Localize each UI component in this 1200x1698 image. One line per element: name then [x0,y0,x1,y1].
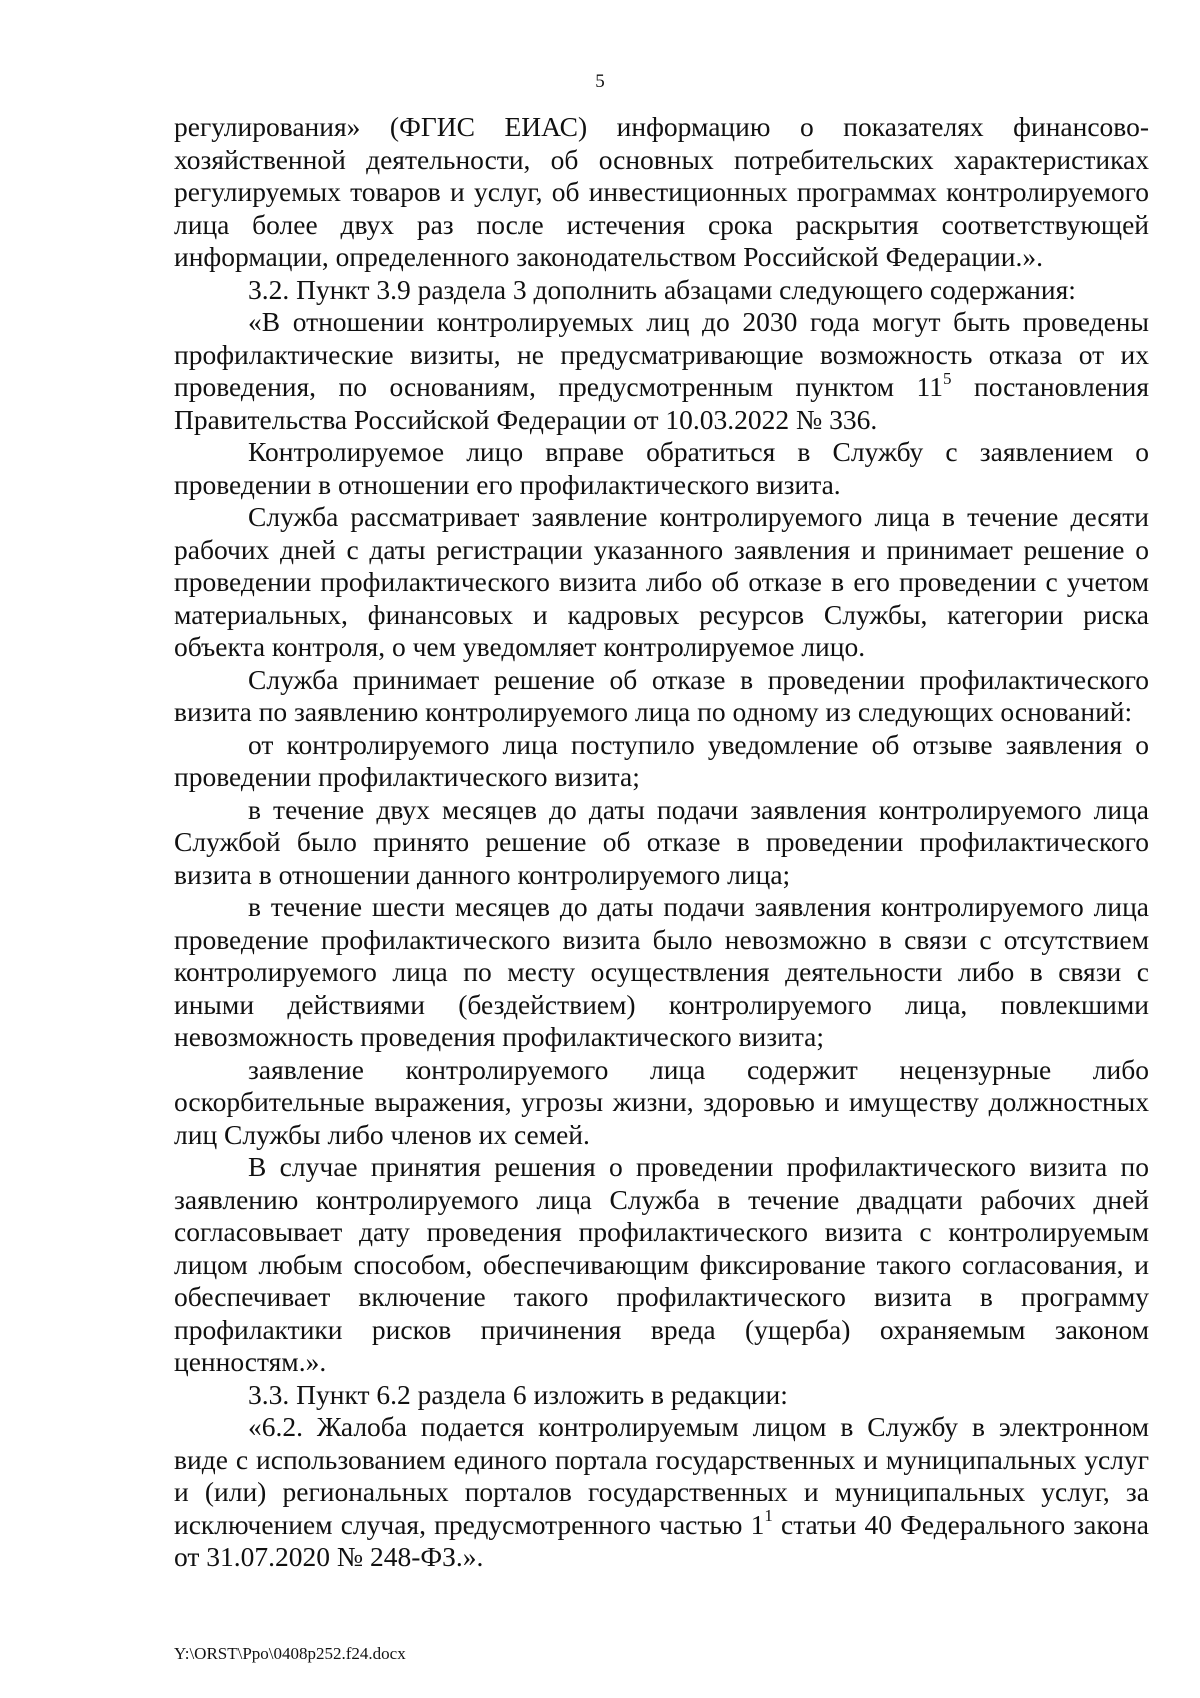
paragraph-text: постановления Правительства Российской Федерации от 10.03.2022 № 336. [174,371,1149,435]
paragraph-ground-two-months: в течение двух месяцев до даты подачи заявления контролируемого лица Службой было принято решение об отказе в проведении профилактического визита в отношении данного контролируемого лица; [174,793,1149,890]
paragraph-preventive-visits [174,306,1149,436]
paragraph-ground-withdrawal: от контролируемого лица поступило уведомление об отзыве заявления о проведении профилактического визита; [174,728,1149,792]
page-number: 5 [595,71,605,92]
paragraph-item-3-2: 3.2. Пункт 3.9 раздела 3 дополнить абзацами следующего содержания: [248,273,1076,305]
paragraph-approval: В случае принятия решения о проведении профилактического визита по заявлению контролируемого лица Служба в течение двадцати рабочих дней согласовывает дату проведения профилактического визита с контролируемым лицом любым способом, обеспечивающим фиксирование такого согласования, и обеспечивает включение такого профилактического визита в программу профилактики рисков причинения вреда (ущерба) охраняемым законом ценностям.». [174,1151,1149,1377]
paragraph-continuation: регулирования» (ФГИС ЕИАС) информацию о показателях финансово-хозяйственной деятельности, об основных потребительских характеристиках регулируемых товаров и услуг, об инвестиционных программах контролируемого лица более двух раз после истечения срока раскрытия соответствующей информации, определенного законодательством Российской Федерации.». [174,111,1149,272]
superscript: 1 [764,1506,773,1526]
paragraph-text: статьи 40 Федерального закона от 31.07.2020 № 248-ФЗ.». [174,1508,1149,1572]
paragraph-refusal-grounds: Служба принимает решение об отказе в проведении профилактического визита по заявлению контролируемого лица по одному из следующих оснований: [174,663,1149,727]
paragraph-ground-six-months: в течение шести месяцев до даты подачи заявления контролируемого лица проведение профилактического визита было невозможно в связи с отсутствием контролируемого лица по месту осуществления деятельности либо в связи с иными действиями (бездействием) контролируемого лица, повлекшими невозможность проведения профилактического визита; [174,891,1149,1052]
document-body [174,111,1149,1574]
paragraph-ground-offensive: заявление контролируемого лица содержит нецензурные либо оскорбительные выражения, угрозы жизни, здоровью и имуществу должностных лиц Службы либо членов их семей. [174,1053,1149,1150]
paragraph-text: «6.2. Жалоба подается контролируемым лицом в Службу в электронном виде с использованием единого портала государственных и муниципальных услуг и (или) региональных порталов государственных и муниципальных услуг, за исключением случая, предусмотренного частью 1 [174,1411,1149,1540]
paragraph-application-right: Контролируемое лицо вправе обратиться в Службу с заявлением о проведении в отношении его профилактического визита. [174,436,1149,500]
paragraph-item-3-3: 3.3. Пункт 6.2 раздела 6 изложить в редакции: [248,1378,788,1410]
paragraph-text: «В отношении контролируемых лиц до 2030 года могут быть проведены профилактические визиты, не предусматривающие возможность отказа от их проведения, по основаниям, предусмотренным пунктом 11 [174,306,1149,402]
paragraph-complaint [174,1411,1149,1574]
superscript: 5 [942,368,952,388]
footer-file-path: Y:\ORST\Ppo\0408p252.f24.docx [174,1644,406,1663]
paragraph-review: Служба рассматривает заявление контролируемого лица в течение десяти рабочих дней с даты регистрации указанного заявления и принимает решение о проведении профилактического визита либо об отказе в его проведении с учетом материальных, финансовых и кадровых ресурсов Службы, категории риска объекта контроля, о чем уведомляет контролируемое лицо. [174,501,1149,662]
